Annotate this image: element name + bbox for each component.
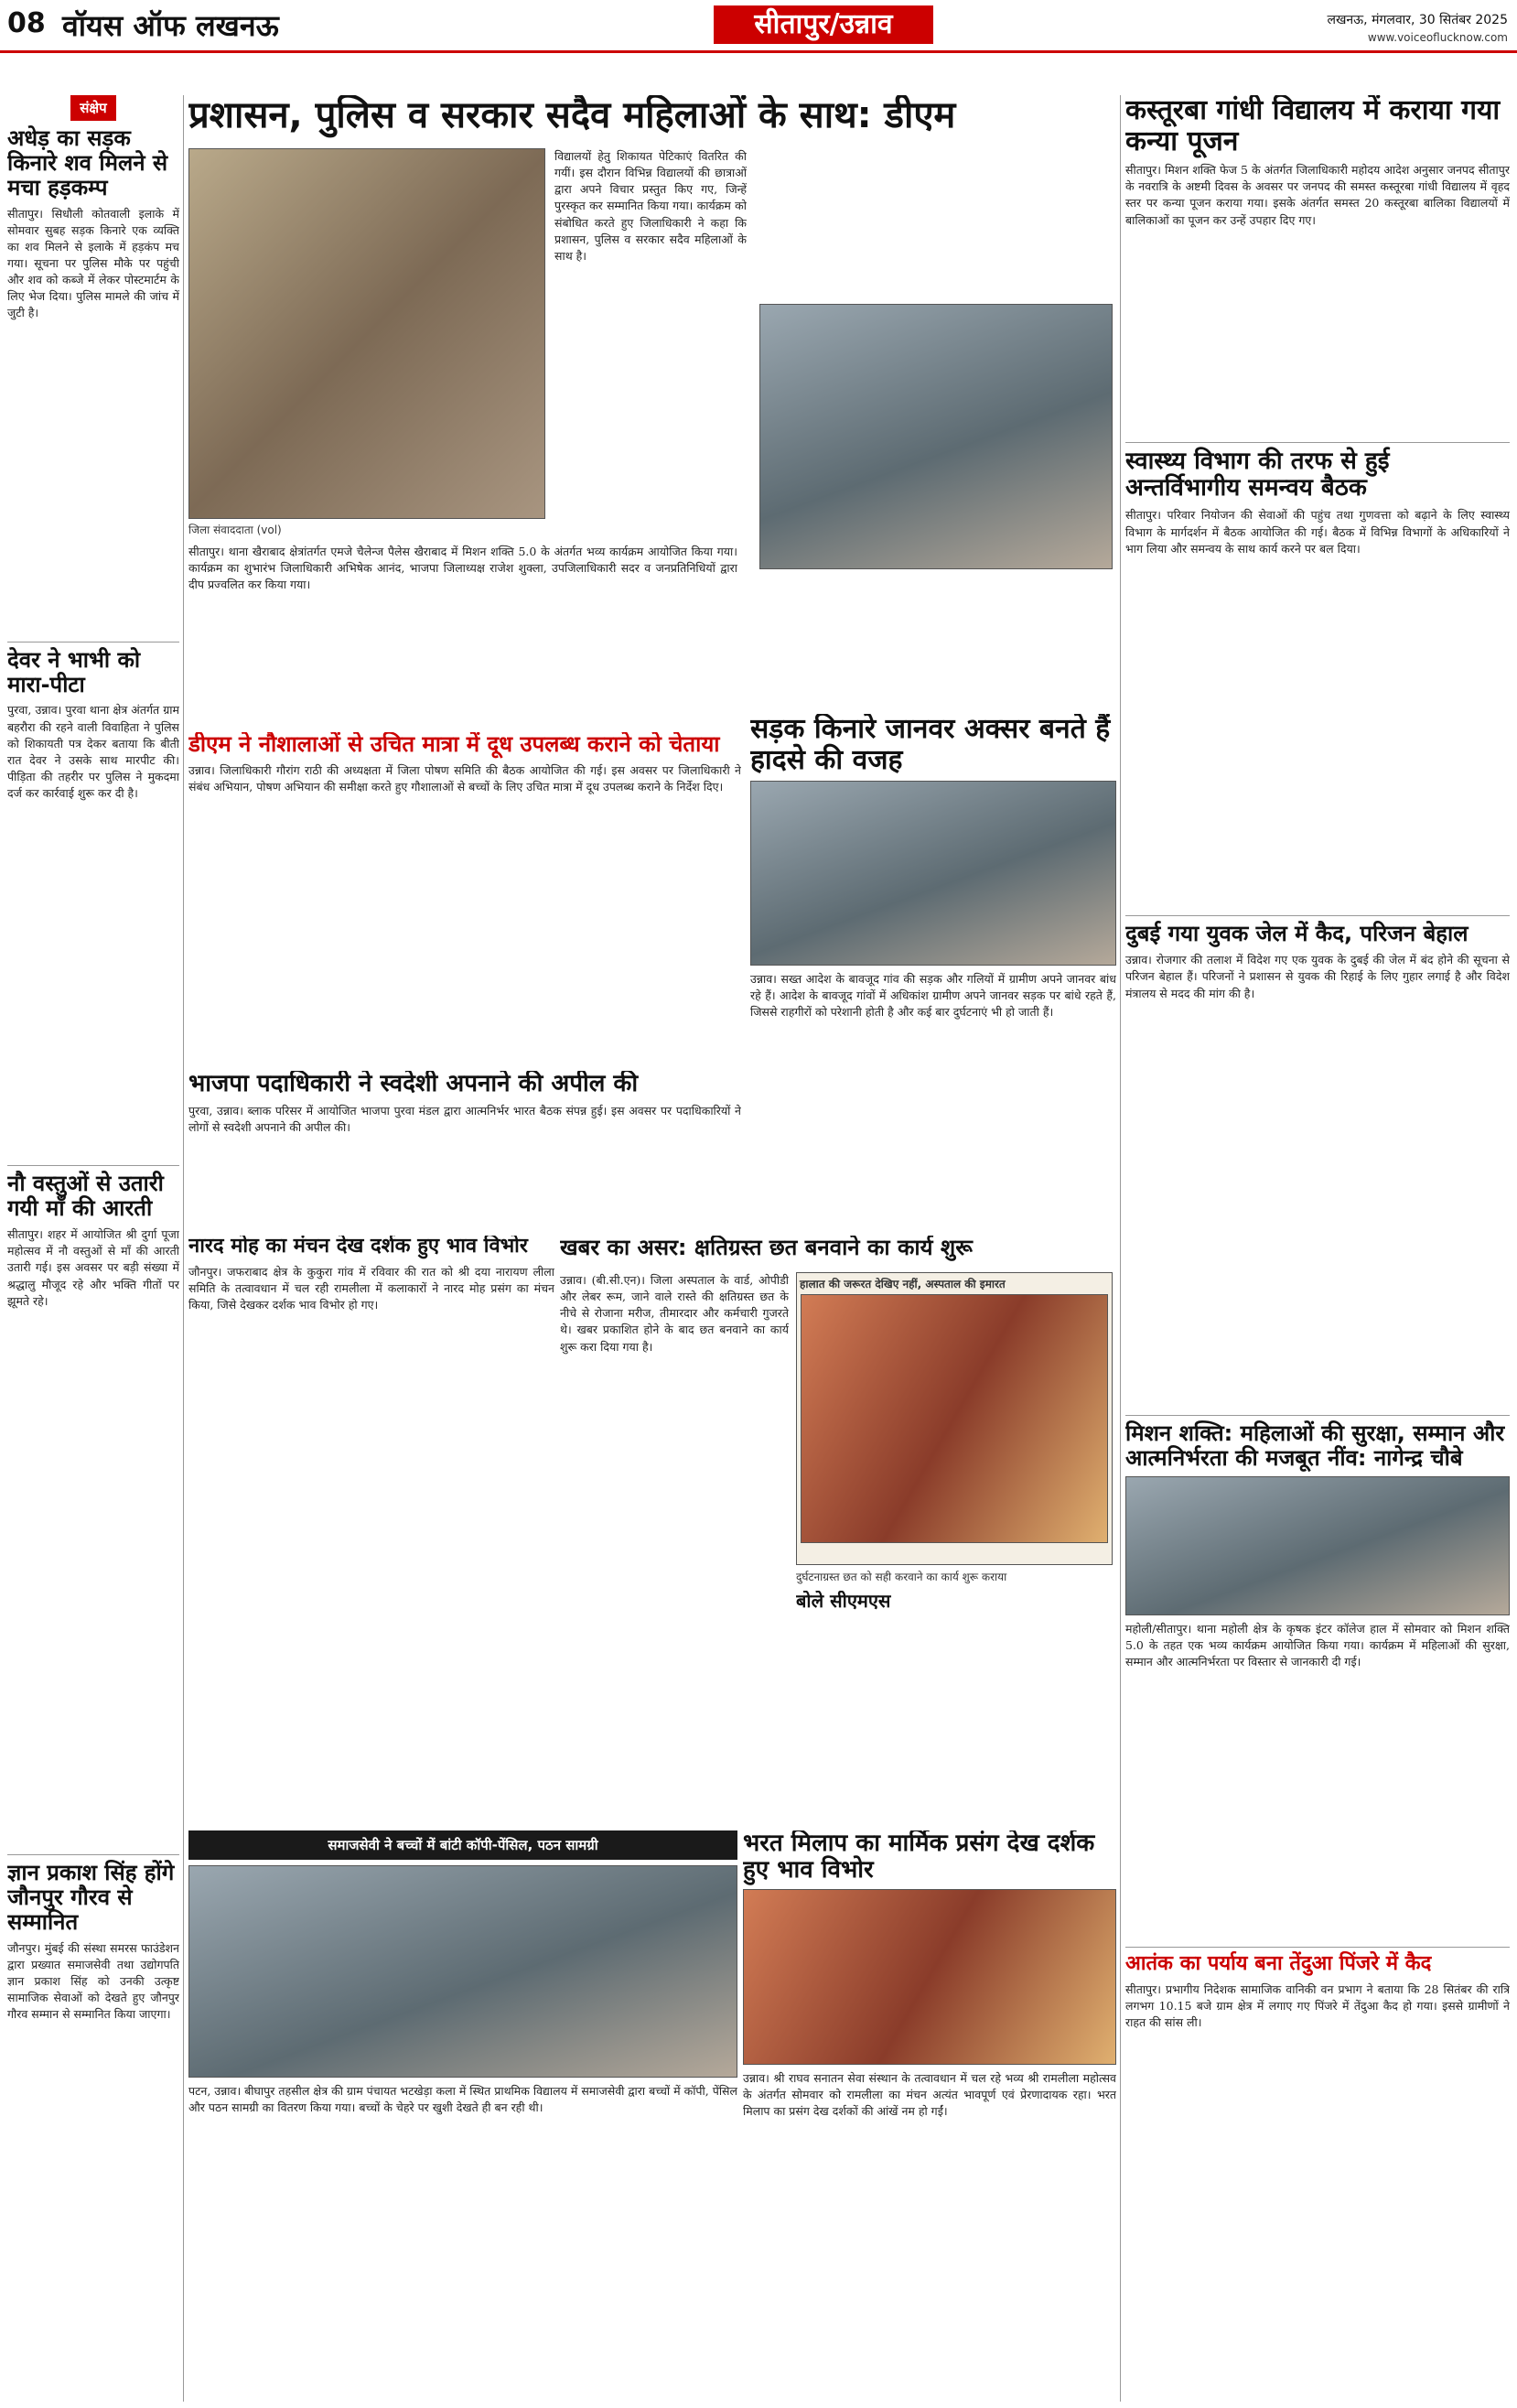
article-body: उन्नाव। सख्त आदेश के बावजूद गांव की सड़क और गलियों में ग्रामीण अपने जानवर बांध रहे हैं। आदेश के बावजूद गांवों में अधिकांश ग्रामीण अपने जानवर सड़क पर बांधे रहते हैं, जिससे राहगीरों को परेशानी होती है और कई बार दुर्घटनाएं भी हो जाती हैं। [750,972,1116,1020]
article-headline: समाजसेवी ने बच्चों में बांटी कॉपी-पेंसिल, पठन सामग्री [188,1830,737,1860]
photo-caption: जिला संवाददाता (vol) [188,524,282,536]
page-number: 08 [7,7,46,39]
article-animals [750,714,1116,1135]
cutting-photo [801,1294,1108,1543]
article-photo [188,148,545,519]
article-body: महोली/सीतापुर। थाना महोली क्षेत्र के कृषक इंटर कॉलेज हाल में सोमवार को मिशन शक्ति 5.0 के तहत एक भव्य कार्यक्रम आयोजित किया गया। कार्यक्रम में महिलाओं की सुरक्षा, सम्मान और आत्मनिर्भरता पर विस्तार से जानकारी दी गई। [1125,1622,1510,1669]
brief-body: पुरवा, उन्नाव। पुरवा थाना क्षेत्र अंतर्गत ग्राम बहरौरा की रहने वाली विवाहिता ने पुलिस को शिकायती पत्र देकर बताया कि बीती रात देवर ने उसके साथ मारपीट की। पीड़िता की तहरीर पर पुलिस ने मुकदमा दर्ज कर कार्रवाई शुरू कर दी है। [7,703,179,800]
article-headline: डीएम ने नौशालाओं से उचित मात्रा में दूध उपलब्ध कराने को चेताया [188,732,720,757]
article-copy [188,1830,737,2402]
article-subhead: बोले सीएमएस [796,1591,891,1612]
paper-name: वॉयस ऑफ लखनऊ [62,8,279,43]
brief-body: सीतापुर। शहर में आयोजित श्री दुर्गा पूजा महोत्सव में नौ वस्तुओं से माँ की आरती उतारी गई। इस अवसर पर बड़ी संख्या में श्रद्धालु मौजूद रहे और भक्ति गीतों पर झूमते रहे। [7,1227,179,1308]
article-headline: सड़क किनारे जानवर अक्सर बनते हैं हादसे की वजह [750,714,1111,776]
article-body: उन्नाव। (बी.सी.एन)। जिला अस्पताल के वार्ड, ओपीडी और लेबर रूम, जाने वाले रास्ते की क्षतिग्रस्त छत के नीचे से रोजाना मरीज, तीमारदार और कर्मचारी गुजरते थे। खबर प्रकाशित होने के बाद छत बनवाने का कार्य शुरू करा दिया गया है। [560,1273,789,1354]
brief-headline: अधेड़ का सड़क किनारे शव मिलने से मचा हड़कम्प [7,125,168,200]
article-narad [188,1236,554,1821]
article-body: सीतापुर। प्रभागीय निदेशक सामाजिक वानिकी वन प्रभाग ने बताया कि 28 सितंबर की रात्रि लगभग 10.15 बजे ग्राम क्षेत्र में लगाए गए पिंजरे में तेंदुआ कैद हो गया। इससे ग्रामीणों ने राहत की सांस ली। [1125,1981,1510,2029]
article-body: जौनपुर। जफराबाद क्षेत्र के कुकुरा गांव में रविवार की रात को श्री दया नारायण लीला समिति के तत्वावधान में चल रही रामलीला में कलाकारों ने नारद मोह प्रसंग का मंचन किया, जिसे देखकर दर्शक भाव विभोर हो गए। [188,1264,554,1312]
website: www.voiceoflucknow.com [1367,31,1508,44]
section-label: सीतापुर/उन्नाव [714,5,933,44]
brief-body: सीतापुर। सिधौली कोतवाली इलाके में सोमवार सुबह सड़क किनारे एक व्यक्ति का शव मिलने से इलाके में हड़कंप मच गया। सूचना पर पुलिस मौके पर पहुंची और शव को कब्जे में लेकर पोस्टमार्टम के लिए भेज दिया। पुलिस मामले की जांच में जुटी है। [7,206,179,320]
brief-body: जौनपुर। मुंबई की संस्था समरस फाउंडेशन द्वारा प्रख्यात समाजसेवी तथा उद्योगपति ज्ञान प्रकाश सिंह को उनकी उत्कृष्ट सामाजिक सेवाओं को देखते हुए जौनपुर गौरव सम्मान से सम्मानित किया जाएगा। [7,1940,179,2022]
article-headline: प्रशासन, पुलिस व सरकार सदैव महिलाओं के साथ: डीएम [188,95,956,136]
masthead [0,0,1517,53]
article-headline: स्वास्थ्य विभाग की तरफ से हुई अन्तर्विभागीय समन्वय बैठक [1125,448,1390,502]
article-photo [743,1889,1116,2065]
article-milk [188,732,741,970]
article-body: उन्नाव। रोजगार की तलाश में विदेश गए एक युवक के दुबई की जेल में बंद होने की सूचना से परिजन बेहाल हैं। परिजनों ने प्रशासन से युवक की रिहाई के लिए गुहार लगाई है और विदेश मंत्रालय से मदद की मांग की है। [1125,953,1510,1000]
article-headline: खबर का असर: क्षतिग्रस्त छत बनवाने का कार्य शुरू [560,1236,973,1260]
article-headline: मिशन शक्ति: महिलाओं की सुरक्षा, सम्मान और आत्मनिर्भरता की मजबूत नींव: नागेन्द्र चौबे [1125,1420,1505,1472]
article-photo [759,304,1113,569]
article-headline: भाजपा पदाधिकारी ने स्वदेशी अपनाने की अपील की [188,1071,639,1097]
article-headline: दुबई गया युवक जेल में कैद, परिजन बेहाल [1125,921,1469,947]
article-photo [1125,1476,1510,1615]
article-bjp [188,1071,741,1226]
article-headline: नारद मोह का मंचन देख दर्शक हुए भाव विभोर [188,1236,528,1258]
newspaper-cutting [796,1272,1113,1565]
article-headline: कस्तूरबा गांधी विद्यालय में कराया गया कन्या पूजन [1125,95,1501,157]
article-body: सीतापुर। थाना खैराबाद क्षेत्रांतर्गत एमजे चैलेन्ज पैलेस खैराबाद में मिशन शक्ति 5.0 के अंतर्गत भव्य कार्यक्रम आयोजित किया गया। कार्यक्रम का शुभारंभ जिलाधिकारी अभिषेक आनंद, भाजपा जिलाध्यक्ष राजेश शुक्ला, उपजिलाधिकारी सदर व जनप्रतिनिधियों द्वारा दीप प्रज्वलित कर किया गया। [188,545,737,592]
brief-headline: देवर ने भाभी को मारा-पीटा [7,646,141,697]
article-body: सीतापुर। परिवार नियोजन की सेवाओं की पहुंच तथा गुणवत्ता को बढ़ाने के लिए स्वास्थ्य विभाग के मार्गदर्शन में बैठक आयोजित की गई। बैठक में विभिन्न विभागों के अधिकारियों ने भाग लिया और समन्वय के साथ कार्य करने पर बल दिया। [1125,508,1510,556]
right-column [1125,95,1510,2402]
article-photo [188,1865,737,2078]
article-roof [560,1236,1116,1821]
article-headline: भरत मिलाप का मार्मिक प्रसंग देख दर्शक हुए भाव विभोर [743,1830,1095,1884]
article-body: उन्नाव। जिलाधिकारी गौरांग राठी की अध्यक्षता में जिला पोषण समिति की बैठक आयोजित की गई। इस अवसर पर जिलाधिकारी ने संबंध अभियान, पोषण अभियान की समीक्षा करते हुए गौशालाओं से बच्चों के लिए उचित मात्रा में दूध उपलब्ध कराने के निर्देश दिए। [188,762,741,794]
cutting-title: हालात की जरूरत देखिए नहीं, अस्पताल की इमारत [800,1278,1006,1290]
column-rule [183,95,184,2402]
brief-headline: ज्ञान प्रकाश सिंह होंगे जौनपुर गौरव से सम्मानित [7,1860,175,1935]
article-body: पुरवा, उन्नाव। ब्लाक परिसर में आयोजित भाजपा पुरवा मंडल द्वारा आत्मनिर्भर भारत बैठक संपन्न हुई। इस अवसर पर पदाधिकारियों ने लोगों से स्वदेशी अपनाने की अपील की। [188,1104,741,1135]
article-body: सीतापुर। मिशन शक्ति फेज 5 के अंतर्गत जिलाधिकारी महोदय आदेश अनुसार जनपद सीतापुर के नवरात्रि के अष्टमी दिवस के अवसर पर जनपद की समस्त कस्तूरबा गांधी विद्यालय में वृहद स्तर पर कन्या पूजन कराया गया। इसके अंतर्गत समस्त 20 कस्तूरबा बालिका विद्यालयों में बालिकाओं का पूजन कर उन्हें उपहार दिए गए। [1125,163,1510,227]
column-rule [1120,95,1121,2402]
article-headline: आतंक का पर्याय बना तेंदुआ पिंजरे में कैद [1125,1952,1432,1976]
date-line: लखनऊ, मंगलवार, 30 सितंबर 2025 [1327,13,1508,27]
article-photo [750,781,1116,966]
sidebar [7,95,179,2402]
brief-headline: नौ वस्तुओं से उतारी गयी माँ की आरती [7,1171,164,1222]
article-body: विद्यालयों हेतु शिकायत पेटिकाएं वितरित की गयीं। इस दौरान विभिन्न विद्यालयों की छात्राओं द्वारा अपने विचार प्रस्तुत किए गए, जिन्हें पुरस्कृत कर सम्मानित किया गया। कार्यक्रम को संबोधित करते हुए जिलाधिकारी ने कहा कि प्रशासन, पुलिस व सरकार सदैव महिलाओं के साथ है। [554,149,747,263]
article-bharat [743,1830,1116,2402]
article-body: पटन, उन्नाव। बीघापुर तहसील क्षेत्र की ग्राम पंचायत भटखेड़ा कला में स्थित प्राथमिक विद्यालय में समाजसेवी द्वारा बच्चों में कॉपी, पेंसिल और पठन सामग्री का वितरण किया गया। बच्चों के चेहरे पर खुशी देखते ही बन रही थी। [188,2084,737,2115]
article-body: उन्नाव। श्री राघव सनातन सेवा संस्थान के तत्वावधान में चल रहे भव्य श्री रामलीला महोत्सव के अंतर्गत सोमवार को रामलीला का मंचन अत्यंत भावपूर्ण एवं प्रेरणादायक रहा। भरत मिलाप का प्रसंग देख दर्शकों की आंखें नम हो गईं। [743,2071,1116,2119]
brief-tag: संक्षेप [70,95,115,121]
photo-caption: दुर्घटनाग्रस्त छत को सही करवाने का कार्य शुरू कराया [796,1571,1007,1583]
